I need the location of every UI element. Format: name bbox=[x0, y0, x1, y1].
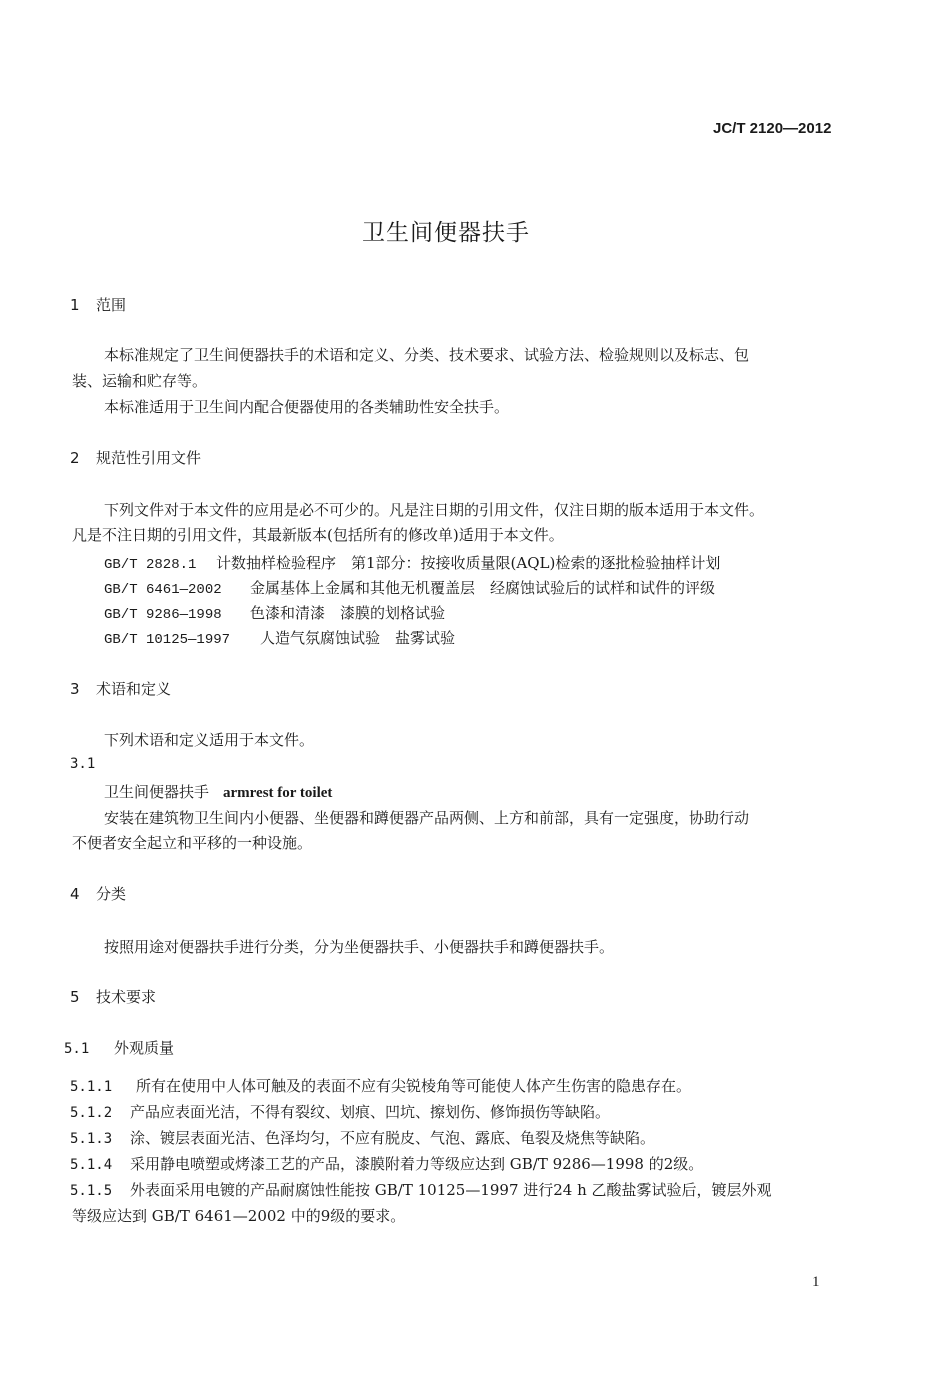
reference-code: GB/T 2828.1 bbox=[104, 557, 197, 573]
term-english: armrest for toilet bbox=[223, 785, 333, 801]
requirement-item bbox=[70, 1151, 703, 1178]
reference-code: GB/T 9286—1998 bbox=[104, 607, 222, 623]
term-definition-line2: 不便者安全起立和平移的一种设施。 bbox=[72, 834, 313, 852]
section-4-para1: 按照用途对便器扶手进行分类，分为坐便器扶手、小便器扶手和蹲便器扶手。 bbox=[104, 938, 615, 956]
section-2-number: 2 bbox=[70, 449, 80, 467]
term-definition-line1: 安装在建筑物卫生间内小便器、坐便器和蹲便器产品两侧、上方和前部，具有一定强度，协助行动 bbox=[104, 809, 750, 827]
reference-title: 计数抽样检验程序 第1部分：按接收质量限(AQL)检索的逐批检验抽样计划 bbox=[216, 554, 721, 572]
requirement-item-5-1-5-line2: 等级应达到 GB/T 6461—2002 中的9级的要求。 bbox=[72, 1207, 406, 1225]
section-1-number: 1 bbox=[70, 296, 80, 314]
section-1-para1-line1: 本标准规定了卫生间便器扶手的术语和定义、分类、技术要求、试验方法、检验规则以及标志、包 bbox=[104, 346, 750, 364]
reference-code: GB/T 6461—2002 bbox=[104, 582, 222, 598]
section-3-title: 术语和定义 bbox=[96, 680, 172, 698]
reference-item bbox=[104, 552, 720, 573]
section-1-para2: 本标准适用于卫生间内配合便器使用的各类辅助性安全扶手。 bbox=[104, 398, 510, 416]
reference-item bbox=[104, 627, 455, 648]
requirement-item bbox=[70, 1073, 691, 1100]
reference-title: 金属基体上金属和其他无机覆盖层 经腐蚀试验后的试样和试件的评级 bbox=[250, 579, 716, 597]
requirement-number: 5.1.3 bbox=[70, 1131, 113, 1147]
requirement-text: 涂、镀层表面光洁、色泽均匀，不应有脱皮、气泡、露底、龟裂及烧焦等缺陷。 bbox=[130, 1129, 656, 1147]
section-2-para1-line2: 凡是不注日期的引用文件，其最新版本(包括所有的修改单)适用于本文件。 bbox=[72, 526, 564, 544]
reference-item bbox=[104, 602, 445, 623]
section-1-title: 范围 bbox=[96, 296, 127, 314]
section-5-title: 技术要求 bbox=[96, 988, 157, 1006]
requirement-text: 外表面采用电镀的产品耐腐蚀性能按 GB/T 10125—1997 进行24 h 乙酸盐雾试验后，镀层外观 bbox=[130, 1181, 772, 1199]
subsection-5-1-title: 外观质量 bbox=[114, 1039, 175, 1057]
requirement-text: 采用静电喷塑或烤漆工艺的产品，漆膜附着力等级应达到 GB/T 9286—1998 的2级。 bbox=[130, 1155, 704, 1173]
term-chinese: 卫生间便器扶手 bbox=[104, 783, 210, 801]
section-3-para1: 下列术语和定义适用于本文件。 bbox=[104, 731, 315, 749]
requirement-item bbox=[70, 1125, 655, 1152]
page-number: 1 bbox=[812, 1274, 820, 1290]
section-1-heading bbox=[70, 294, 126, 315]
section-5-heading bbox=[70, 986, 156, 1007]
section-2-title: 规范性引用文件 bbox=[96, 449, 202, 467]
section-2-para1-line1: 下列文件对于本文件的应用是必不可少的。凡是注日期的引用文件，仅注日期的版本适用于本文件。 bbox=[104, 501, 765, 519]
section-1-para1-line2: 装、运输和贮存等。 bbox=[72, 372, 208, 390]
section-4-heading bbox=[70, 883, 126, 904]
requirement-text: 所有在使用中人体可触及的表面不应有尖锐棱角等可能使人体产生伤害的隐患存在。 bbox=[136, 1077, 692, 1095]
requirement-number: 5.1.1 bbox=[70, 1079, 113, 1095]
requirement-item bbox=[70, 1099, 610, 1126]
requirement-text: 产品应表面光洁，不得有裂纹、划痕、凹坑、擦划伤、修饰损伤等缺陷。 bbox=[130, 1103, 611, 1121]
requirement-item bbox=[70, 1177, 772, 1204]
requirement-number: 5.1.2 bbox=[70, 1105, 113, 1121]
subsection-5-1-number: 5.1 bbox=[64, 1041, 90, 1057]
term-number: 3.1 bbox=[70, 756, 96, 772]
reference-title: 色漆和清漆 漆膜的划格试验 bbox=[250, 604, 446, 622]
section-4-number: 4 bbox=[70, 885, 80, 903]
reference-title: 人造气氛腐蚀试验 盐雾试验 bbox=[260, 629, 456, 647]
reference-item bbox=[104, 577, 715, 598]
section-5-number: 5 bbox=[70, 988, 80, 1006]
reference-code: GB/T 10125—1997 bbox=[104, 632, 231, 648]
section-3-number: 3 bbox=[70, 680, 80, 698]
section-4-title: 分类 bbox=[96, 885, 127, 903]
subsection-5-1-heading bbox=[64, 1037, 174, 1058]
requirement-number: 5.1.4 bbox=[70, 1157, 113, 1173]
section-2-heading bbox=[70, 447, 201, 468]
section-3-heading bbox=[70, 678, 171, 699]
standard-code: JC/T 2120—2012 bbox=[713, 120, 832, 137]
requirement-number: 5.1.5 bbox=[70, 1183, 113, 1199]
term-entry bbox=[104, 781, 332, 802]
document-title: 卫生间便器扶手 bbox=[362, 220, 530, 246]
